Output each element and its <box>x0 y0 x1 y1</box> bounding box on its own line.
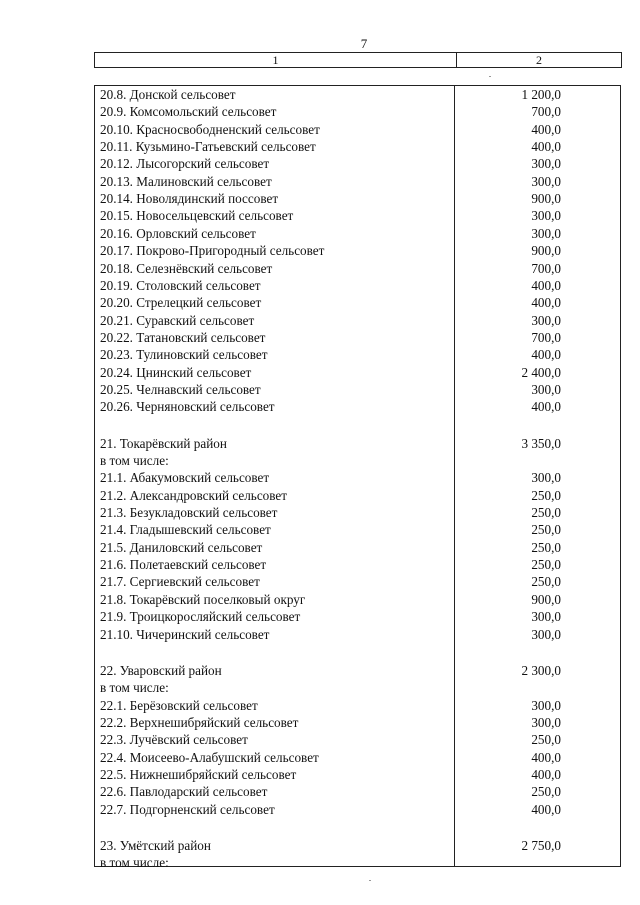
row-value: 250,0 <box>531 522 561 538</box>
table-row <box>95 155 620 173</box>
row-value: 250,0 <box>531 557 561 573</box>
row-name: 22.4. Моисеево-Алабушский сельсовет <box>100 749 319 765</box>
row-name: 22.5. Нижнешибряйский сельсовет <box>100 766 297 782</box>
row-value: 300,0 <box>531 626 561 642</box>
row-value: 300,0 <box>531 312 561 328</box>
row-name: 22. Уваровский район <box>100 662 222 678</box>
row-name: 21.6. Полетаевский сельсовет <box>100 557 267 573</box>
row-name: 20.9. Комсомольский сельсовет <box>100 104 277 120</box>
table-row <box>95 837 620 855</box>
table-row <box>95 591 620 609</box>
table-header <box>94 52 622 68</box>
row-name: 20.22. Татановский сельсовет <box>100 329 266 345</box>
row-name: 22.2. Верхнешибряйский сельсовет <box>100 714 299 730</box>
row-name: 20.17. Покрово-Пригородный сельсовет <box>100 243 325 259</box>
table-row <box>95 329 620 347</box>
row-name: 20.11. Кузьмино-Гатьевский сельсовет <box>100 139 316 155</box>
row-name: 20.24. Цнинский сельсовет <box>100 364 252 380</box>
table-row <box>95 207 620 225</box>
row-value: 900,0 <box>531 591 561 607</box>
row-value: 400,0 <box>531 749 561 765</box>
table-row <box>95 225 620 243</box>
table-row <box>95 749 620 767</box>
table-row <box>95 138 620 156</box>
row-name: 20.23. Тулиновский сельсовет <box>100 347 268 363</box>
header-column-2: 2 <box>536 53 542 67</box>
row-value: 3 350,0 <box>521 435 561 451</box>
table-row <box>95 398 620 416</box>
table-row <box>95 608 620 626</box>
table-row <box>95 242 620 260</box>
row-name: 22.3. Лучёвский сельсовет <box>100 732 248 748</box>
row-name: 21.2. Александровский сельсовет <box>100 487 288 503</box>
row-value: 400,0 <box>531 295 561 311</box>
table-row <box>95 364 620 382</box>
blank-row <box>95 643 620 661</box>
row-name: 21.4. Гладышевский сельсовет <box>100 522 271 538</box>
table-row <box>95 121 620 139</box>
table-row <box>95 521 620 539</box>
row-name: 22.7. Подгорненский сельсовет <box>100 801 275 817</box>
row-value: 400,0 <box>531 399 561 415</box>
row-value: 250,0 <box>531 539 561 555</box>
table-row <box>95 731 620 749</box>
row-name: 21.5. Даниловский сельсовет <box>100 539 263 555</box>
row-value: 300,0 <box>531 225 561 241</box>
row-name: 21.10. Чичеринский сельсовет <box>100 626 270 642</box>
row-value: 250,0 <box>531 574 561 590</box>
row-value: 700,0 <box>531 104 561 120</box>
row-name: 21. Токарёвский район <box>100 435 227 451</box>
row-name: в том числе: <box>100 855 169 871</box>
row-value: 1 200,0 <box>521 87 561 102</box>
table-row <box>95 277 620 295</box>
row-name: 20.21. Суравский сельсовет <box>100 312 255 328</box>
table-row <box>95 190 620 208</box>
row-value: 400,0 <box>531 347 561 363</box>
table-row <box>95 662 620 680</box>
row-value: 250,0 <box>531 505 561 521</box>
row-name: 21.8. Токарёвский поселковый округ <box>100 591 306 607</box>
row-name: в том числе: <box>100 680 169 696</box>
row-value: 700,0 <box>531 260 561 276</box>
row-value: 300,0 <box>531 697 561 713</box>
row-value: 900,0 <box>531 243 561 259</box>
table-row <box>95 556 620 574</box>
row-name: 20.15. Новосельцевский сельсовет <box>100 208 294 224</box>
row-name: 20.19. Столовский сельсовет <box>100 277 261 293</box>
row-name: 20.20. Стрелецкий сельсовет <box>100 295 262 311</box>
table-row <box>95 783 620 801</box>
page-number: 7 <box>360 36 368 51</box>
table-row <box>95 504 620 522</box>
table-row <box>95 294 620 312</box>
table-row <box>95 435 620 453</box>
row-value: 400,0 <box>531 121 561 137</box>
table-row <box>95 487 620 505</box>
table-row <box>95 103 620 121</box>
table-row <box>95 260 620 278</box>
row-name: 20.25. Челнавский сельсовет <box>100 381 261 397</box>
row-name: 21.7. Сергиевский сельсовет <box>100 574 260 590</box>
row-value: 900,0 <box>531 191 561 207</box>
row-name: 23. Умётский район <box>100 838 211 853</box>
row-value: 400,0 <box>531 139 561 155</box>
table-row <box>95 854 620 872</box>
row-name: 20.14. Новолядинский поссовет <box>100 191 279 207</box>
table-row <box>95 766 620 784</box>
row-value: 400,0 <box>531 277 561 293</box>
row-value: 2 750,0 <box>521 838 561 853</box>
row-value: 400,0 <box>531 801 561 817</box>
blank-row <box>95 818 620 836</box>
table-row <box>95 86 620 104</box>
row-value: 300,0 <box>531 381 561 397</box>
row-value: 250,0 <box>531 784 561 800</box>
table-row <box>95 312 620 330</box>
row-value: 250,0 <box>531 732 561 748</box>
row-value: 250,0 <box>531 487 561 503</box>
blank-row <box>95 416 620 434</box>
table-row <box>95 626 620 644</box>
row-value: 300,0 <box>531 173 561 189</box>
table-row <box>95 469 620 487</box>
row-name: 21.3. Безукладовский сельсовет <box>100 505 278 521</box>
row-name: 21.1. Абакумовский сельсовет <box>100 470 270 486</box>
row-value: 300,0 <box>531 208 561 224</box>
scan-speck <box>489 76 491 77</box>
table-row <box>95 801 620 819</box>
row-name: 20.12. Лысогорский сельсовет <box>100 156 270 172</box>
row-name: в том числе: <box>100 453 169 468</box>
row-value: 300,0 <box>531 609 561 625</box>
table-row <box>95 173 620 191</box>
row-value: 300,0 <box>531 470 561 486</box>
table-row <box>95 573 620 591</box>
row-value: 2 300,0 <box>521 662 561 678</box>
row-value: 300,0 <box>531 156 561 172</box>
table-row <box>95 697 620 715</box>
row-value: 700,0 <box>531 329 561 345</box>
table-row <box>95 381 620 399</box>
header-column-1: 1 <box>95 53 457 67</box>
table-row <box>95 714 620 732</box>
row-name: 20.18. Селезнёвский сельсовет <box>100 260 273 276</box>
budget-table <box>94 85 621 871</box>
row-name: 21.9. Троицкоросляйский сельсовет <box>100 609 301 625</box>
row-name: 20.10. Красносвободненский сельсовет <box>100 121 320 137</box>
row-value: 2 400,0 <box>521 364 561 380</box>
table-row <box>95 679 620 697</box>
row-name: 20.26. Черняновский сельсовет <box>100 399 275 415</box>
table-row <box>95 452 620 470</box>
scan-speck <box>369 880 371 881</box>
table-row <box>95 346 620 364</box>
table-row <box>95 539 620 557</box>
row-value: 400,0 <box>531 766 561 782</box>
row-name: 20.13. Малиновский сельсовет <box>100 173 272 189</box>
row-name: 22.6. Павлодарский сельсовет <box>100 784 268 800</box>
row-name: 20.16. Орловский сельсовет <box>100 225 256 241</box>
row-name: 22.1. Берёзовский сельсовет <box>100 697 258 713</box>
row-name: 20.8. Донской сельсовет <box>100 87 236 102</box>
row-value: 300,0 <box>531 714 561 730</box>
